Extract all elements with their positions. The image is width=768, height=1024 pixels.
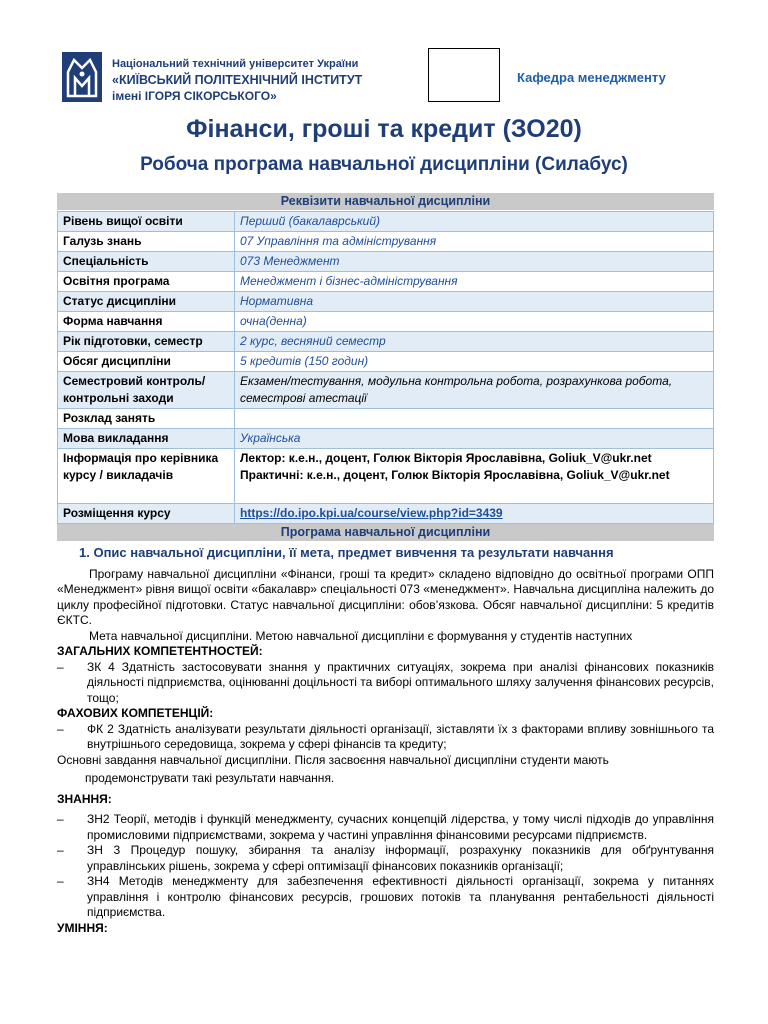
course-link[interactable]: https://do.ipo.kpi.ua/course/view.php?id=3439	[235, 504, 714, 524]
department-name: Кафедра менеджменту	[517, 70, 666, 85]
list-dash: –	[57, 843, 64, 857]
table-row	[58, 429, 714, 449]
row-value: 07 Управління та адміністрування	[235, 232, 714, 252]
row-key: Освітня програма	[58, 272, 235, 292]
list-dash: –	[57, 659, 64, 674]
knowledge-heading: ЗНАННЯ:	[57, 791, 112, 806]
skills-heading: УМІННЯ:	[57, 920, 108, 935]
row-value: Екзамен/тестування, модульна контрольна робота, розрахункова робота, семестрові атестації	[235, 372, 714, 409]
list-dash: –	[57, 721, 64, 736]
table-row	[58, 252, 714, 272]
row-key: Форма навчання	[58, 312, 235, 332]
row-key: Спеціальність	[58, 252, 235, 272]
list-item	[57, 812, 714, 843]
practical-info: Практичні: к.е.н., доцент, Голюк Вікторія Ярославівна, Goliuk_V@ukr.net	[240, 468, 670, 482]
table-row	[58, 212, 714, 232]
row-key: Розклад занять	[58, 409, 235, 429]
requisites-heading: Реквізити навчальної дисципліни	[57, 193, 714, 210]
row-value: 2 курс, весняний семестр	[235, 332, 714, 352]
document-header	[62, 52, 702, 112]
paragraph: Мета навчальної дисципліни. Метою навчальної дисципліни є формування у студентів наступних	[89, 628, 633, 643]
row-value	[235, 449, 714, 504]
university-name	[112, 56, 362, 104]
row-value: очна(денна)	[235, 312, 714, 332]
section-title: 1. Опис навчальної дисципліни, її мета, предмет вивчення та результати навчання	[79, 545, 614, 560]
table-row	[58, 372, 714, 409]
row-key: Мова викладання	[58, 429, 235, 449]
requisites-table	[57, 211, 714, 524]
list-item-text: ЗК 4 Здатність застосовувати знання у практичних ситуаціях, зокрема при аналізі фінансових показників діяльності підприємства, оцінюванні доцільності та виборі оптимального шляху залучення фінансових ресурсів, тощо;	[87, 659, 714, 705]
row-key: Обсяг дисципліни	[58, 352, 235, 372]
list-item-text: ЗН 3 Процедур пошуку, збирання та аналізу інформації, розрахунку показників для обґрунтування управлінських рішень, зокрема у сфері оптимізації фінансових показників організації;	[87, 843, 714, 873]
list-dash: –	[57, 874, 64, 888]
table-row	[58, 272, 714, 292]
general-competences-heading: ЗАГАЛЬНИХ КОМПЕТЕНТНОСТЕЙ:	[57, 644, 263, 658]
paragraph: Програму навчальної дисципліни «Фінанси, гроші та кредит» складено відповідно до освітньої програми ОПП «Менеджмент» рівня вищої освіти «бакалавр» спеціальності 073 «менеджмент». Навчальна дисципліна належить до циклу професійної підготовки. Статус навчальної дисципліни: обов’язкова. Обсяг навчальної дисципліни: 5 кредитів ЄКТС.	[57, 566, 714, 627]
program-body	[57, 545, 714, 936]
department-logo-placeholder	[428, 48, 500, 102]
row-key: Галузь знань	[58, 232, 235, 252]
university-line3: імені ІГОРЯ СІКОРСЬКОГО»	[112, 89, 277, 103]
table-row	[58, 312, 714, 332]
row-key: Рівень вищої освіти	[58, 212, 235, 232]
row-key: Розміщення курсу	[58, 504, 235, 524]
list-item	[57, 660, 714, 707]
paragraph: продемонструвати такі результати навчання.	[85, 771, 335, 785]
row-value: 073 Менеджмент	[235, 252, 714, 272]
row-value: Менеджмент і бізнес-адміністрування	[235, 272, 714, 292]
professional-competences-heading: ФАХОВИХ КОМПЕТЕНЦІЙ:	[57, 706, 214, 720]
university-line1: Національний технічний університет України	[112, 58, 359, 70]
row-value: Українська	[235, 429, 714, 449]
row-key: Статус дисципліни	[58, 292, 235, 312]
table-row	[58, 232, 714, 252]
row-key: Інформація про керівника курсу / викладачів	[58, 449, 235, 504]
list-item	[57, 722, 714, 753]
university-logo-icon	[62, 52, 102, 102]
list-item-text: ЗН2 Теорії, методів і функцій менеджменту, сучасних концепцій лідерства, у тому числі підходів до управління промисловими підприємствами, зокрема у частині управління фінансовими ресурсами підприємств.	[87, 812, 714, 842]
table-row	[58, 352, 714, 372]
list-item-text: ФК 2 Здатність аналізувати результати діяльності організації, зіставляти їх з факторами впливу зовнішнього та внутрішнього середовища, зокрема у сфері фінансів та кредиту;	[87, 721, 714, 751]
row-value	[235, 409, 714, 429]
course-title: Фінанси, гроші та кредит (ЗО20)	[186, 115, 582, 143]
university-line2: «КИЇВСЬКИЙ ПОЛІТЕХНІЧНИЙ ІНСТИТУТ	[112, 73, 363, 87]
row-value: 5 кредитів (150 годин)	[235, 352, 714, 372]
row-value: Перший (бакалаврський)	[235, 212, 714, 232]
lecturer-info: Лектор: к.е.н., доцент, Голюк Вікторія Ярославівна, Goliuk_V@ukr.net	[240, 451, 652, 465]
table-row	[58, 292, 714, 312]
row-key: Семестровий контроль/ контрольні заходи	[58, 372, 235, 409]
list-item	[57, 874, 714, 921]
row-key: Рік підготовки, семестр	[58, 332, 235, 352]
program-heading: Програма навчальної дисципліни	[57, 524, 714, 541]
list-item	[57, 843, 714, 874]
table-row	[58, 504, 714, 524]
row-value: Нормативна	[235, 292, 714, 312]
table-row	[58, 409, 714, 429]
document-subtitle: Робоча програма навчальної дисципліни (Силабус)	[140, 154, 628, 175]
paragraph: Основні завдання навчальної дисципліни. Після засвоєння навчальної дисципліни студенти мають	[57, 752, 609, 767]
table-row	[58, 332, 714, 352]
list-item-text: ЗН4 Методів менеджменту для забезпечення ефективності діяльності організації, зокрема у питаннях управління і контролю фінансових ресурсів, грошових потоків та планування рентабельності діяльності підприємства.	[87, 874, 714, 919]
table-row	[58, 449, 714, 504]
list-dash: –	[57, 812, 64, 826]
